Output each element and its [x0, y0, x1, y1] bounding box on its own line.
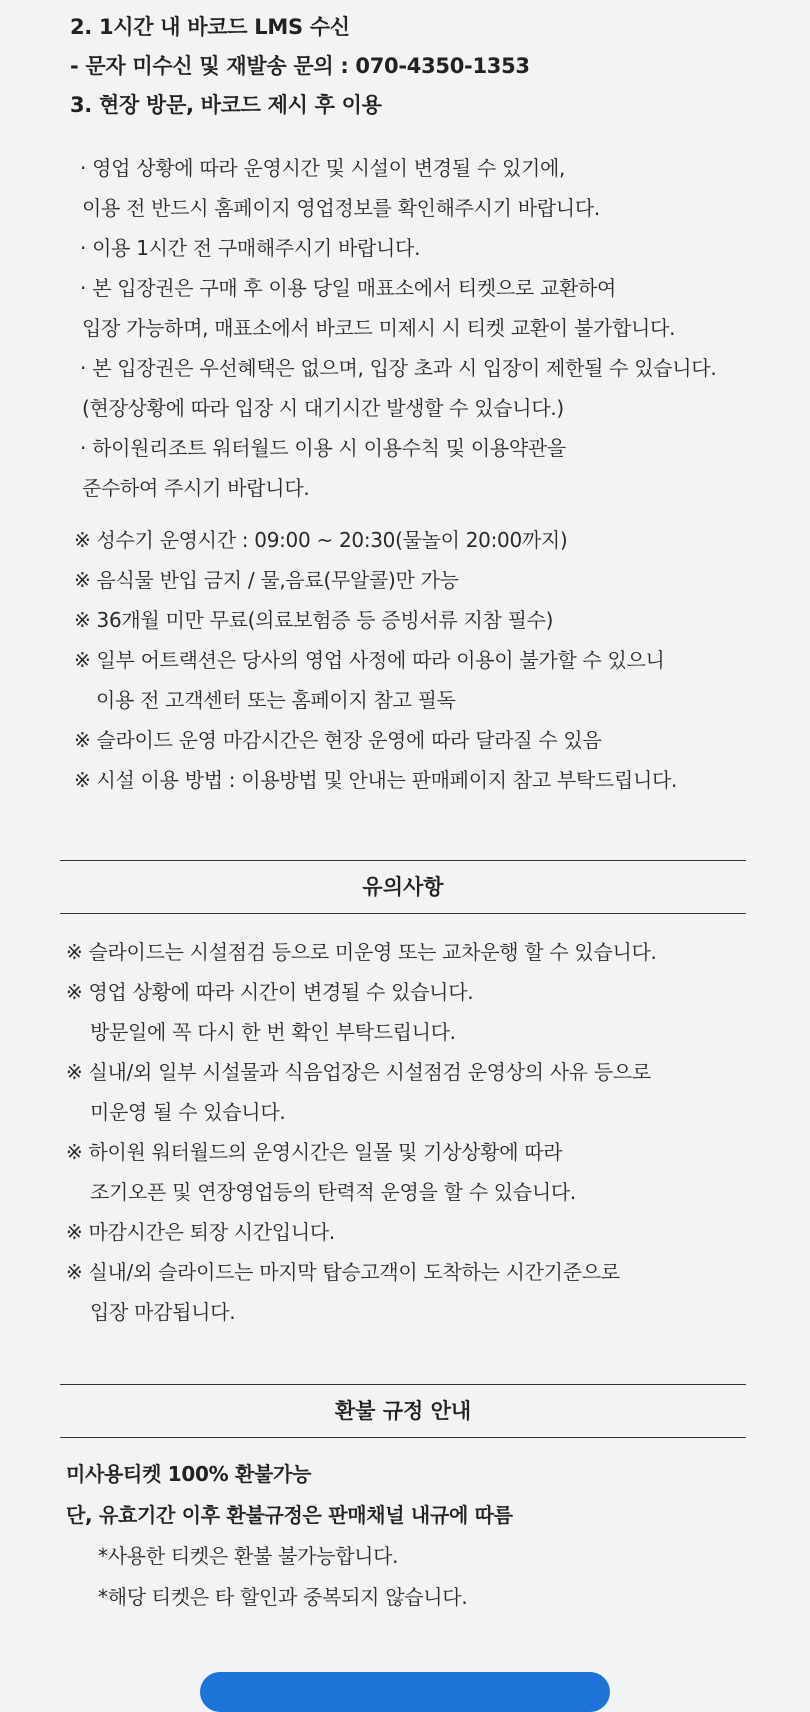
notice-line: ※ 성수기 운영시간 : 09:00 ~ 20:30(물놀이 20:00까지) — [74, 528, 568, 552]
refund-subline: *사용한 티켓은 환불 불가능합니다. — [98, 1544, 399, 1568]
notice-line: ※ 36개월 미만 무료(의료보험증 등 증빙서류 지참 필수) — [74, 608, 554, 632]
caution-line: 방문일에 꼭 다시 한 번 확인 부탁드립니다. — [90, 1020, 456, 1044]
caution-line: ※ 마감시간은 퇴장 시간입니다. — [66, 1220, 335, 1244]
step-line: 3. 현장 방문, 바코드 제시 후 이용 — [70, 93, 382, 117]
usage-steps — [70, 8, 530, 125]
step-line: 2. 1시간 내 바코드 LMS 수신 — [70, 15, 350, 39]
note-line: · 영업 상황에 따라 운영시간 및 시설이 변경될 수 있기에, — [80, 156, 566, 180]
caution-line: 입장 마감됩니다. — [90, 1300, 236, 1324]
refund-line: 단, 유효기간 이후 환불규정은 판매채널 내규에 따름 — [66, 1503, 513, 1527]
note-line: 준수하여 주시기 바랍니다. — [82, 476, 310, 500]
operation-notices — [74, 520, 677, 800]
cautions-list — [66, 932, 657, 1332]
note-line: (현장상황에 따라 입장 시 대기시간 발생할 수 있습니다.) — [82, 396, 564, 420]
refund-line: 미사용티켓 100% 환불가능 — [66, 1462, 312, 1486]
notice-line: ※ 시설 이용 방법 : 이용방법 및 안내는 판매페이지 참고 부탁드립니다. — [74, 768, 678, 792]
section-divider — [60, 860, 746, 861]
section-divider — [60, 1384, 746, 1385]
caution-line: 미운영 될 수 있습니다. — [90, 1100, 286, 1124]
refund-policy — [66, 1454, 513, 1618]
bottom-action-button[interactable] — [200, 1672, 610, 1712]
note-line: 이용 전 반드시 홈페이지 영업정보를 확인해주시기 바랍니다. — [82, 196, 600, 220]
section-divider — [60, 1437, 746, 1438]
notice-line: ※ 슬라이드 운영 마감시간은 현장 운영에 따라 달라질 수 있음 — [74, 728, 602, 752]
caution-line: ※ 슬라이드는 시설점검 등으로 미운영 또는 교차운행 할 수 있습니다. — [66, 940, 657, 964]
caution-line: ※ 영업 상황에 따라 시간이 변경될 수 있습니다. — [66, 980, 474, 1004]
caution-line: 조기오픈 및 연장영업등의 탄력적 운영을 할 수 있습니다. — [90, 1180, 576, 1204]
note-line: · 이용 1시간 전 구매해주시기 바랍니다. — [80, 236, 421, 260]
caution-line: ※ 실내/외 슬라이드는 마지막 탑승고객이 도착하는 시간기준으로 — [66, 1260, 620, 1284]
refund-subline: *해당 티켓은 타 할인과 중복되지 않습니다. — [98, 1585, 468, 1609]
notice-line: 이용 전 고객센터 또는 홈페이지 참고 필독 — [96, 688, 456, 712]
caution-line: ※ 실내/외 일부 시설물과 식음업장은 시설점검 운영상의 사유 등으로 — [66, 1060, 651, 1084]
note-line: · 하이원리조트 워터월드 이용 시 이용수칙 및 이용약관을 — [80, 436, 566, 460]
note-line: · 본 입장권은 우선혜택은 없으며, 입장 초과 시 입장이 제한될 수 있습니다. — [80, 356, 717, 380]
notice-line: ※ 일부 어트랙션은 당사의 영업 사정에 따라 이용이 불가할 수 있으니 — [74, 648, 665, 672]
cautions-title: 유의사항 — [362, 875, 444, 899]
section-divider — [60, 913, 746, 914]
usage-notes — [80, 148, 716, 508]
refund-title: 환불 규정 안내 — [334, 1399, 472, 1423]
note-line: 입장 가능하며, 매표소에서 바코드 미제시 시 티켓 교환이 불가합니다. — [82, 316, 676, 340]
notice-line: ※ 음식물 반입 금지 / 물,음료(무알콜)만 가능 — [74, 568, 459, 592]
caution-line: ※ 하이원 워터월드의 운영시간은 일몰 및 기상상황에 따라 — [66, 1140, 563, 1164]
note-line: · 본 입장권은 구매 후 이용 당일 매표소에서 티켓으로 교환하여 — [80, 276, 617, 300]
step-line: - 문자 미수신 및 재발송 문의 : 070-4350-1353 — [70, 54, 530, 78]
